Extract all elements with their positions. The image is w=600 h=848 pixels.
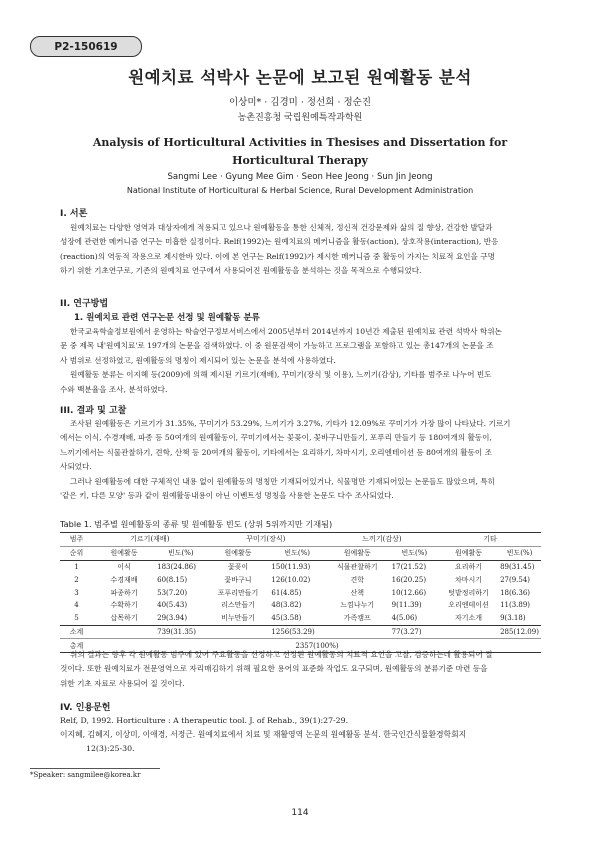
header-activity: 원예활동 <box>439 546 498 560</box>
header-frequency: 빈도(%) <box>155 546 206 560</box>
page-number: 114 <box>291 808 309 818</box>
cell-activity: 텃밭정리하기 <box>448 588 489 597</box>
authors-korean: 이상미* · 김경미 · 정선희 · 정순진 <box>228 97 372 108</box>
results-conclusion-paragraph <box>60 648 538 691</box>
header-activity: 원예활동 <box>93 546 155 560</box>
header-frequency: 빈도(%) <box>269 546 324 560</box>
methods-subheading: 1. 원예치료 관련 연구논문 선정 및 원예활동 분류 <box>74 313 260 323</box>
cell-activity: 자기소개 <box>454 614 483 623</box>
header-activity: 원예활동 <box>325 546 390 560</box>
cell-activity: 꽃바구니 <box>224 575 252 584</box>
table-row <box>60 586 541 599</box>
institution-korean: 농촌진흥청 국립원예특작과학원 <box>237 113 363 123</box>
cell-activity: 수확하기 <box>110 601 138 610</box>
cell-activity: 포푸리만들기 <box>217 588 259 597</box>
paragraph-line: 사 범위로 선정하였고, 원예활동의 명칭이 제시되어 있는 논문을 분석에 사용하였다. <box>60 355 336 365</box>
cell-rank: 2 <box>74 575 79 584</box>
cell-activity: 파종하기 <box>110 588 138 597</box>
paragraph-line: 한국교육학술정보원에서 운영하는 학술연구정보서비스에서 2005년부터 2014년까지 10년간 제출된 원예치료 관련 석박사 학위논 <box>70 327 502 336</box>
subtotal-label: 소계 <box>60 625 93 639</box>
cell-activity: 가족캠프 <box>343 614 371 623</box>
header-category-feeling: 느끼기(감상) <box>325 533 439 547</box>
cell-frequency: 10(12.66) <box>391 588 427 597</box>
subtotal-other: 285(12.09) <box>498 625 541 639</box>
title-english-line2: Horticultural Therapy <box>232 154 368 167</box>
paragraph-line: 문 중 제목 내'원예치료'로 197개의 논문을 검색하였다. 이 중 원문검색이 가능하고 프로그램을 포함하고 있는 총147개의 논문을 조 <box>60 341 494 351</box>
paragraph-line: 것이다. 또한 원예치료가 전문영역으로 자리매김하기 위해 필요한 용어의 표준화 작업도 요구되며, 원예활동의 분류기준 마련 등을 <box>60 664 488 674</box>
cell-frequency: 29(3.94) <box>157 614 188 623</box>
activity-frequency-table <box>60 532 541 653</box>
reference-2-line2: 12(3):25-30. <box>86 744 135 753</box>
header-rank: 순위 <box>60 546 93 560</box>
paragraph-line: 원예치료는 다양한 영역과 대상자에게 적용되고 있으나 원예활동을 통한 신체적, 정신적 건강문제와 삶의 질 향상, 건강한 발달과 <box>70 223 493 232</box>
title-english-line1: Analysis of Horticultural Activities in Thesises and Dissertation for <box>92 136 508 149</box>
paragraph-line: 에서는 이식, 수경재배, 파종 등 50여개의 원예활동이, 꾸미기에서는 꽃꽂이, 꽃바구니만들기, 포푸리 만들기 등 180여개의 활동이, <box>60 433 492 443</box>
cell-frequency: 150(11.93) <box>271 562 311 571</box>
section-references-heading: IV. 인용문헌 <box>60 703 111 713</box>
cell-activity: 차마시기 <box>454 575 483 584</box>
paragraph-line: 하기 위한 기초연구로, 기존의 원예치료 연구에서 사용되어진 원예활동을 분석하는 것을 목적으로 수행되었다. <box>60 266 422 276</box>
cell-frequency: 53(7.20) <box>157 588 188 597</box>
cell-activity: 비누만들기 <box>221 614 255 623</box>
paragraph-line: '같은 키, 다른 모양' 등과 같이 원예활동내용이 아닌 이벤트성 명칭을 사용한 논문도 다수 조사되었다. <box>60 491 394 501</box>
header-frequency: 빈도(%) <box>390 546 439 560</box>
methods-paragraph <box>60 325 538 397</box>
paragraph-line: 느끼기에서는 식물관찰하기, 견학, 산책 등 20여개의 활동이, 기타에서는 요리하기, 차마시기, 오리엔테이션 등 80여개의 활동이 조 <box>60 447 492 457</box>
table-row <box>60 560 541 573</box>
cell-frequency: 27(9.54) <box>500 575 531 584</box>
footnote-divider <box>30 768 160 769</box>
table-row <box>60 573 541 586</box>
cell-frequency: 89(31.45) <box>500 562 535 571</box>
cell-activity: 꽃꽂이 <box>227 562 249 571</box>
reference-2 <box>60 728 540 756</box>
cell-frequency: 11(3.89) <box>500 601 531 610</box>
cell-frequency: 45(3.58) <box>271 614 302 623</box>
paragraph-line: 그러나 원예활동에 대한 구체적인 내용 없이 원예활동의 명칭만 기재되어있거나, 식물명만 기재되어있는 논문들도 많았으며, 특히 <box>70 476 495 486</box>
header-frequency: 빈도(%) <box>498 546 541 560</box>
paragraph-line: (reaction)의 역동적 작용으로 제시한바 있다. 이에 본 연구는 Relf(1992)가 제시한 메커니즘 중 활동이 가지는 치료적 요인을 구명 <box>60 251 495 261</box>
cell-activity: 느낌나누기 <box>340 601 375 610</box>
cell-activity: 요리하기 <box>454 562 483 571</box>
cell-activity: 이식 <box>117 562 131 571</box>
cell-frequency: 16(20.25) <box>391 575 427 584</box>
table-subheader-row <box>60 546 541 560</box>
reference-2-line1: 이지혜, 김혜지, 이상미, 이애경, 서정근. 원예치료에서 치료 및 재활영역 논문의 원예활동 분석. 한국인간식물환경학회지 <box>60 730 467 739</box>
cell-frequency: 126(10.02) <box>271 575 311 584</box>
cell-frequency: 18(6.36) <box>500 588 531 597</box>
speaker-footnote: *Speaker: sangmilee@korea.kr <box>30 771 141 779</box>
cell-rank: 5 <box>74 614 79 623</box>
table-row <box>60 612 541 625</box>
cell-frequency: 17(21.52) <box>391 562 427 571</box>
header-activity: 원예활동 <box>207 546 270 560</box>
poster-id-badge: P2-150619 <box>30 36 142 57</box>
header-category-decorating: 꾸미기(장식) <box>207 533 325 547</box>
introduction-paragraph <box>60 221 538 279</box>
cell-activity: 식물관찰하기 <box>336 562 378 571</box>
cell-activity: 오리엔테이션 <box>448 601 489 610</box>
paragraph-line: 원예활동 분류는 이지혜 등(2009)에 의해 제시된 기르기(재배), 꾸미기(장식 및 이용), 느끼기(감상), 기타를 범주로 나누어 빈도 <box>70 370 492 380</box>
paragraph-line: 수와 백분율을 조사, 분석하였다. <box>60 384 168 394</box>
reference-1: Relf, D, 1992. Horticulture : A therapeutic tool. J. of Rehab., 39(1):27-29. <box>60 716 349 725</box>
cell-frequency: 48(3.82) <box>271 601 302 610</box>
title-english <box>0 134 600 170</box>
cell-activity: 리스만들기 <box>221 601 255 610</box>
paragraph-line: 위의 결과는 향후 각 원예활동 범주에 있어 주요활동을 선정하고 선정된 원예활동의 치료적 요인을 고찰, 검증하는데 활용되어 질 <box>70 650 493 659</box>
table-caption: Table 1. 범주별 원예활동의 종류 및 원예활동 빈도 (상위 5위까지만 기재됨) <box>60 519 333 529</box>
cell-activity: 수경재배 <box>110 575 138 584</box>
cell-rank: 4 <box>74 601 79 610</box>
paragraph-line: 조사된 원예활동은 기르기가 31.35%, 꾸미기가 53.29%, 느끼기가 3.27%, 기타가 12.09%로 꾸미기가 가장 많이 나타났다. 기르기 <box>70 419 511 428</box>
header-category-growing: 기르기(재배) <box>93 533 207 547</box>
cell-frequency: 40(5.43) <box>157 601 188 610</box>
cell-frequency: 9(3.18) <box>500 614 526 623</box>
institution-english: National Institute of Horticultural & Herbal Science, Rural Development Administration <box>126 186 474 195</box>
section-methods-heading: II. 연구방법 <box>60 299 109 309</box>
results-paragraph <box>60 417 538 503</box>
total-label: 총계 <box>60 639 93 653</box>
subtotal-decorating: 1256(53.29) <box>269 625 324 639</box>
title-korean: 원예치료 석박사 논문에 보고된 원예활동 분석 <box>128 68 472 87</box>
cell-rank: 3 <box>74 588 79 597</box>
cell-frequency: 9(11.39) <box>391 601 422 610</box>
cell-activity: 삽목하기 <box>110 614 138 623</box>
cell-activity: 견학 <box>350 575 365 584</box>
paragraph-line: 위한 기초 자료로 사용되어 질 것이다. <box>60 678 185 688</box>
table-row <box>60 599 541 612</box>
paragraph-line: 성장에 관련한 메커니즘 연구는 미흡한 실정이다. Relf(1992)는 원예치료의 메커니즘을 활동(action), 상호작용(interaction), 반응 <box>60 237 499 247</box>
authors-english: Sangmi Lee · Gyung Mee Gim · Seon Hee Jeong · Sun Jin Jeong <box>167 172 433 182</box>
cell-activity: 산책 <box>350 588 365 597</box>
cell-frequency: 183(24.86) <box>157 562 196 571</box>
header-category-other: 기타 <box>439 533 541 547</box>
section-introduction-heading: I. 서론 <box>60 209 88 219</box>
cell-frequency: 61(4.85) <box>271 588 302 597</box>
paragraph-line: 사되었다. <box>60 462 92 472</box>
header-category: 범주 <box>60 533 93 547</box>
subtotal-growing: 739(31.35) <box>155 625 206 639</box>
cell-frequency: 60(8.15) <box>157 575 188 584</box>
total-value: 2357(100%) <box>93 639 541 653</box>
section-results-heading: III. 결과 및 고찰 <box>60 406 127 416</box>
table-header-row <box>60 533 541 547</box>
subtotal-feeling: 77(3.27) <box>390 625 439 639</box>
table-subtotal-row <box>60 625 541 639</box>
cell-rank: 1 <box>74 562 79 571</box>
cell-frequency: 4(5.06) <box>391 614 418 623</box>
